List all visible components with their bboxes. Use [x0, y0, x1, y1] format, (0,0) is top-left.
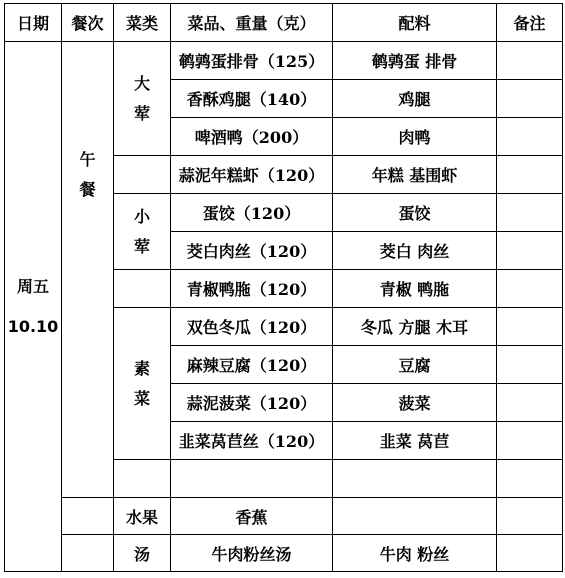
soup-name: 牛肉粉丝汤	[171, 535, 333, 572]
fruit-name: 香蕉	[171, 498, 333, 535]
dish-ingredients: 韭菜 莴苣	[333, 422, 497, 460]
dish-name: 蛋饺（120）	[171, 194, 333, 232]
category-small-meat-1: 小	[133, 206, 150, 226]
soup-ingredients: 牛肉 粉丝	[333, 535, 497, 572]
remarks-cell	[497, 232, 563, 270]
header-row	[5, 4, 563, 42]
dish-ingredients: 鹌鹑蛋 排骨	[333, 42, 497, 80]
dish-name: 双色冬瓜（120）	[171, 308, 333, 346]
soup-row	[5, 535, 563, 572]
dish-ingredients: 年糕 基围虾	[333, 156, 497, 194]
date-label: 10.10	[7, 316, 59, 336]
remarks-cell	[497, 346, 563, 384]
dish-name: 鹌鹑蛋排骨（125）	[171, 42, 333, 80]
dish-name: 蒜泥菠菜（120）	[171, 384, 333, 422]
category-empty-cell	[114, 460, 171, 498]
dish-name: 蒜泥年糕虾（120）	[171, 156, 333, 194]
dish-ingredients: 菠菜	[333, 384, 497, 422]
remarks-cell	[497, 535, 563, 572]
category-small-meat-2: 荤	[133, 236, 150, 256]
category-big-meat-2: 荤	[133, 103, 150, 123]
header-remarks: 备注	[497, 4, 563, 42]
header-meal: 餐次	[62, 4, 114, 42]
remarks-cell	[497, 194, 563, 232]
remarks-cell	[497, 80, 563, 118]
category-veg-2: 菜	[133, 388, 150, 408]
ingredients-empty-cell	[333, 460, 497, 498]
header-category: 菜类	[114, 4, 171, 42]
dish-ingredients: 蛋饺	[333, 194, 497, 232]
remarks-cell	[497, 156, 563, 194]
fruit-row	[5, 498, 563, 535]
lunch-menu-table	[4, 3, 563, 572]
remarks-cell	[497, 384, 563, 422]
category-vegetable	[114, 308, 171, 460]
dish-ingredients: 鸡腿	[333, 80, 497, 118]
weekday-label: 周五	[16, 276, 49, 296]
dish-name: 麻辣豆腐（120）	[171, 346, 333, 384]
remarks-cell	[497, 118, 563, 156]
dish-ingredients: 冬瓜 方腿 木耳	[333, 308, 497, 346]
dish-name: 茭白肉丝（120）	[171, 232, 333, 270]
dish-name: 啤酒鸭（200）	[171, 118, 333, 156]
dish-empty-cell	[171, 460, 333, 498]
meal-label-1: 午	[79, 149, 96, 169]
meal-empty-cell	[62, 535, 114, 572]
dish-ingredients: 豆腐	[333, 346, 497, 384]
dish-ingredients: 青椒 鸭胣	[333, 270, 497, 308]
dish-ingredients: 茭白 肉丝	[333, 232, 497, 270]
category-empty-cell	[114, 156, 171, 194]
category-soup: 汤	[114, 535, 171, 572]
remarks-cell	[497, 308, 563, 346]
meal-empty-cell	[62, 498, 114, 535]
dish-name: 香酥鸡腿（140）	[171, 80, 333, 118]
dish-ingredients: 肉鸭	[333, 118, 497, 156]
table-row	[5, 42, 563, 80]
remarks-cell	[497, 422, 563, 460]
remarks-cell	[497, 42, 563, 80]
date-cell	[5, 42, 62, 572]
category-big-meat	[114, 42, 171, 156]
header-date: 日期	[5, 4, 62, 42]
category-veg-1: 素	[133, 358, 150, 378]
category-small-meat	[114, 194, 171, 270]
dish-name: 韭菜莴苣丝（120）	[171, 422, 333, 460]
meal-cell	[62, 42, 114, 498]
header-dish-weight: 菜品、重量（克）	[171, 4, 333, 42]
dish-name: 青椒鸭胣（120）	[171, 270, 333, 308]
category-fruit: 水果	[114, 498, 171, 535]
category-empty-cell	[114, 270, 171, 308]
category-big-meat-1: 大	[133, 73, 150, 93]
remarks-cell	[497, 498, 563, 535]
fruit-ingredients	[333, 498, 497, 535]
header-ingredients: 配料	[333, 4, 497, 42]
meal-label-2: 餐	[79, 179, 96, 199]
remarks-cell	[497, 270, 563, 308]
remarks-cell	[497, 460, 563, 498]
